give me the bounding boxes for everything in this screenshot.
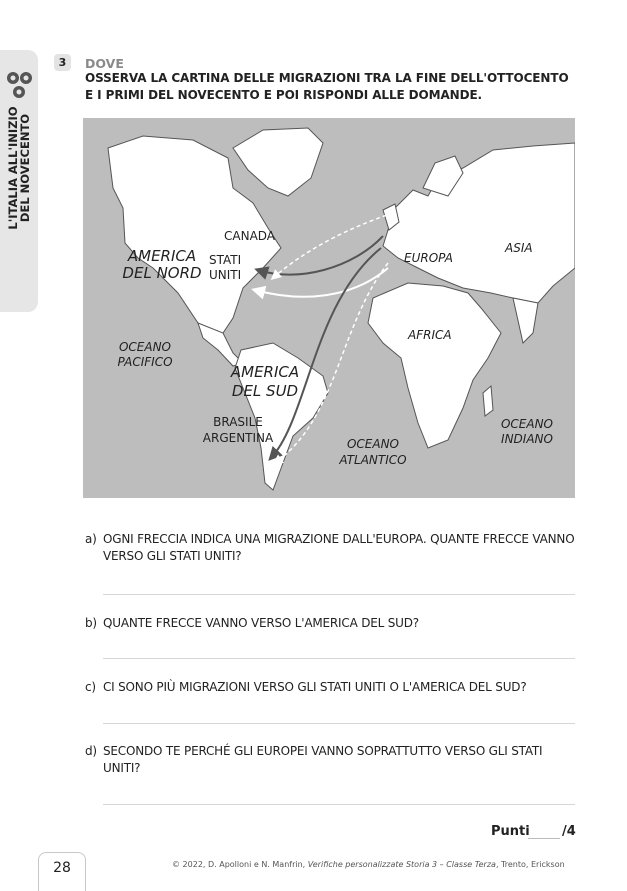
label-africa: AFRICA bbox=[408, 328, 452, 342]
migration-map bbox=[83, 118, 575, 498]
score-input-line[interactable] bbox=[528, 838, 560, 839]
label-oceano-atlantico: OCEANO ATLANTICO bbox=[339, 437, 407, 467]
label-oceano-indiano: OCEANO INDIANO bbox=[500, 417, 554, 446]
label-asia: ASIA bbox=[505, 241, 533, 255]
label-america-del-nord: AMERICA DEL NORD bbox=[122, 247, 202, 282]
answer-line-a[interactable] bbox=[103, 594, 575, 595]
exercise-instruction: OSSERVA LA CARTINA DELLE MIGRAZIONI TRA LA FINE DELL'OTTOCENTO E I PRIMI DEL NOVECENTO E POI RISPONDI ALLE DOMANDE. bbox=[85, 71, 569, 102]
section-dots-icon bbox=[4, 68, 34, 110]
label-oceano-pacifico: OCEANO PACIFICO bbox=[117, 340, 173, 369]
madagascar-shape bbox=[483, 386, 493, 416]
label-stati-uniti: STATI UNITI bbox=[209, 253, 242, 282]
answer-line-b[interactable] bbox=[103, 658, 575, 659]
section-tab bbox=[0, 50, 38, 312]
exercise-label: DOVE bbox=[85, 56, 124, 71]
india-shape bbox=[513, 298, 538, 343]
score-total: /4 bbox=[562, 824, 576, 839]
exercise-number: 3 bbox=[54, 54, 71, 71]
eurasia-shape bbox=[383, 143, 575, 303]
label-europa: EUROPA bbox=[404, 251, 453, 265]
question-b: b) QUANTE FRECCE VANNO VERSO L'AMERICA DEL SUD? bbox=[85, 616, 419, 630]
africa-shape bbox=[368, 283, 501, 448]
answer-line-d[interactable] bbox=[103, 804, 575, 805]
answer-line-c[interactable] bbox=[103, 723, 575, 724]
arrow-to-usa-white bbox=[255, 268, 388, 297]
question-d: d) SECONDO TE PERCHÉ GLI EUROPEI VANNO SOPRATTUTTO VERSO GLI STATI UNITI? bbox=[85, 744, 543, 775]
copyright-notice: © 2022, D. Apolloni e N. Manfrin, Verifiche personalizzate Storia 3 – Classe Terza, Trento, Erickson bbox=[172, 860, 565, 869]
score-label: Punti bbox=[491, 824, 530, 839]
label-america-del-sud: AMERICA DEL SUD bbox=[230, 363, 300, 400]
label-brasile-argentina: BRASILE ARGENTINA bbox=[202, 415, 274, 445]
question-a: a) OGNI FRECCIA INDICA UNA MIGRAZIONE DALL'EUROPA. QUANTE FRECCE VANNO VERSO GLI STATI UNITI? bbox=[85, 532, 575, 563]
page-number: 28 bbox=[38, 852, 86, 891]
question-c: c) CI SONO PIÙ MIGRAZIONI VERSO GLI STATI UNITI O L'AMERICA DEL SUD? bbox=[85, 680, 527, 694]
section-title: L'ITALIA ALL'INIZIO DEL NOVECENTO bbox=[6, 106, 32, 230]
greenland-shape bbox=[233, 128, 323, 196]
label-canada: CANADA bbox=[224, 229, 276, 243]
